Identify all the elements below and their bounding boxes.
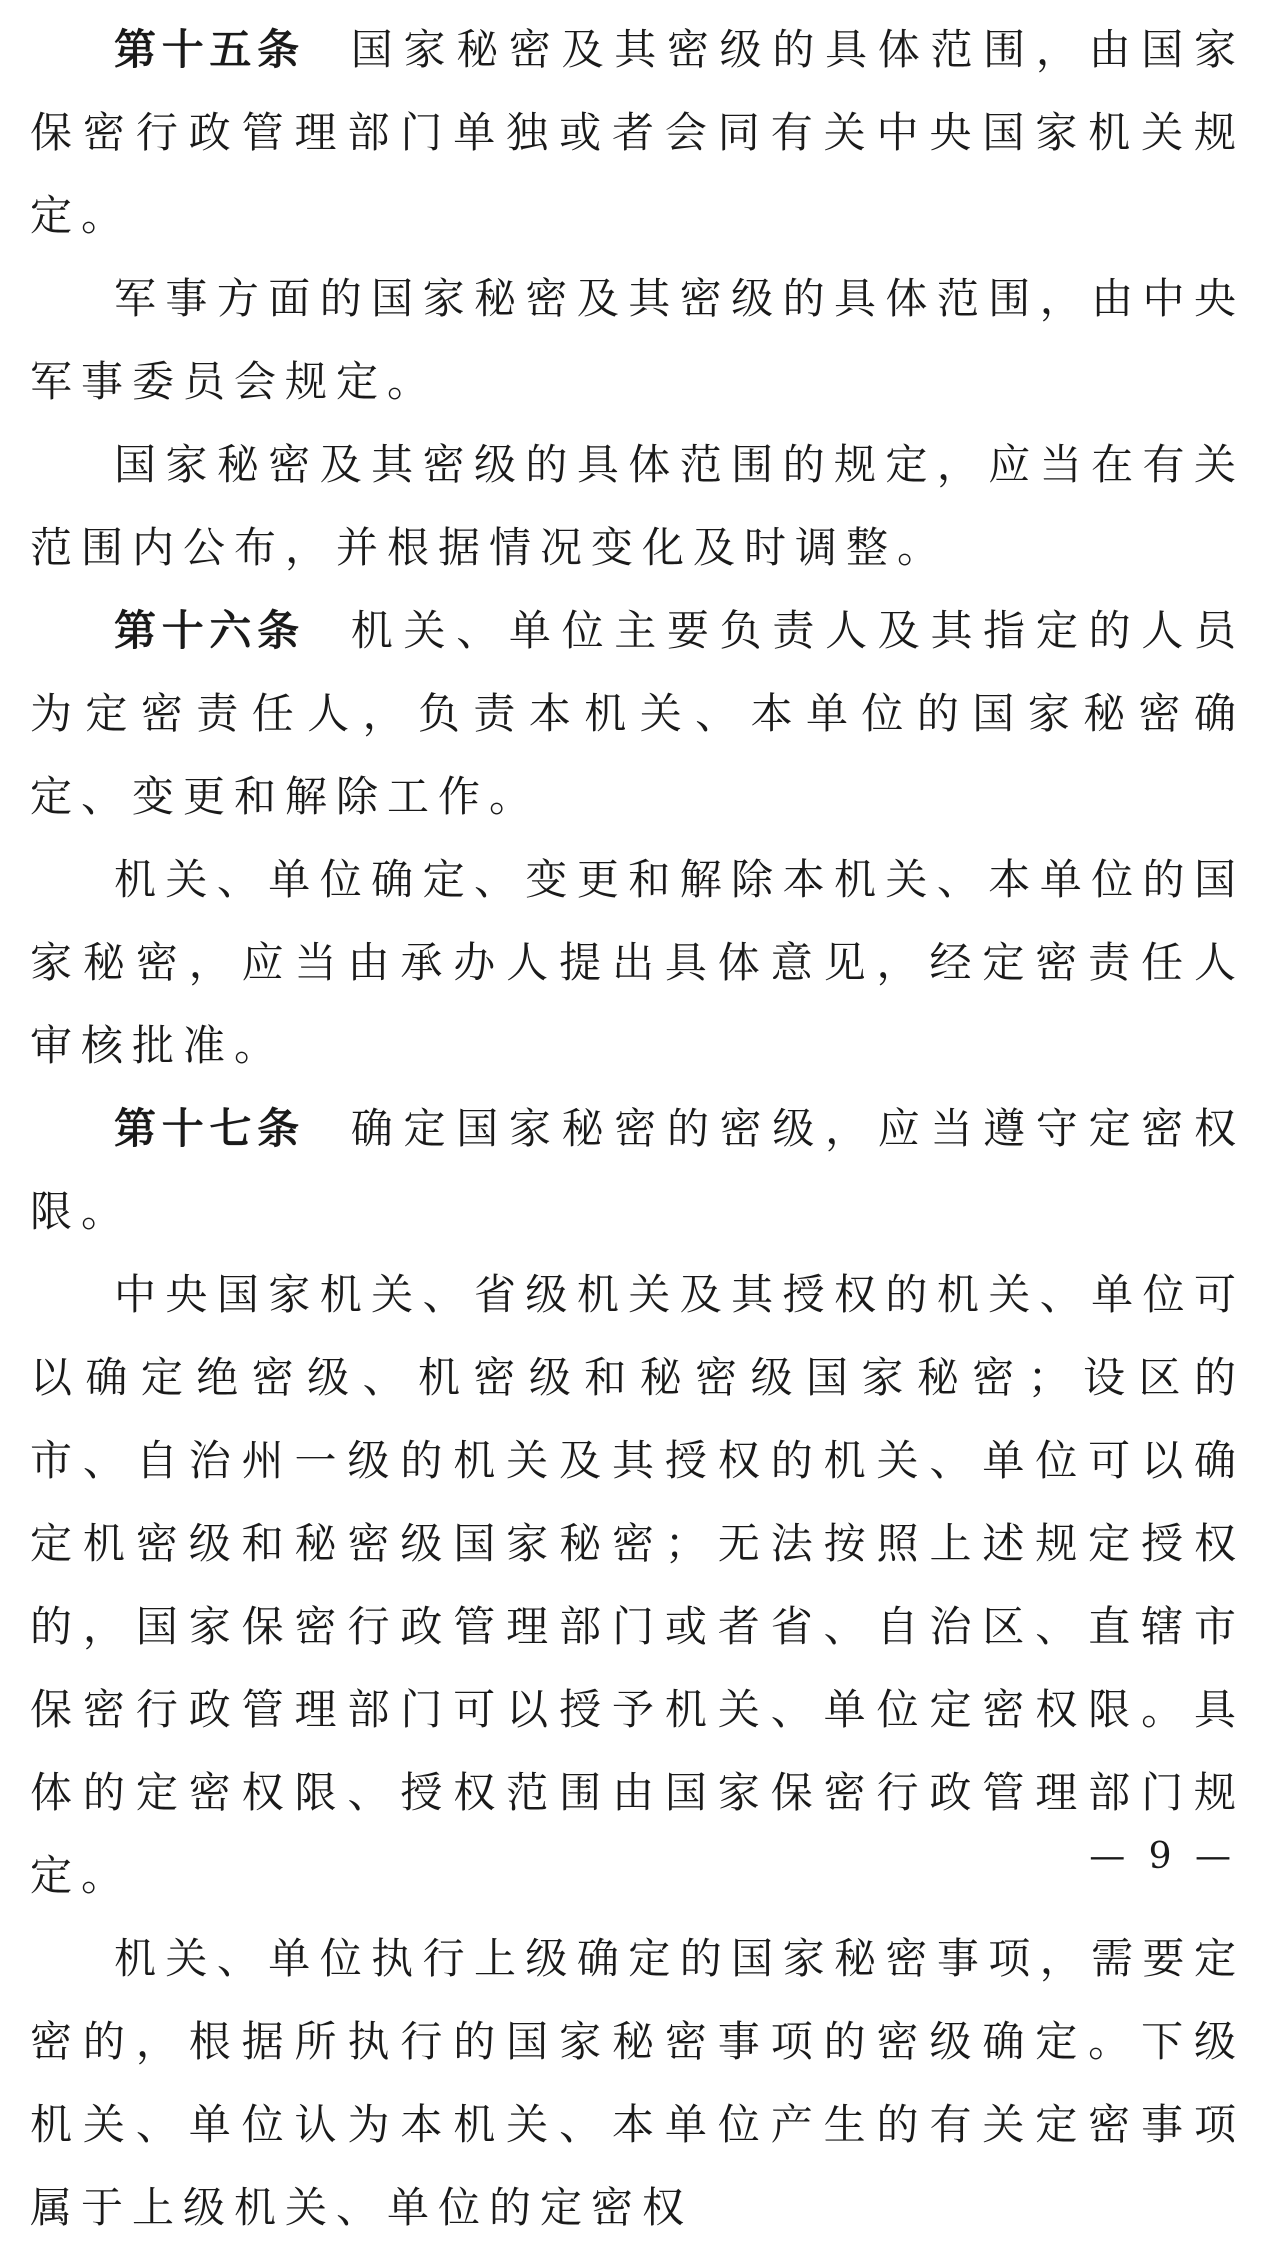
paragraph-article-16 [30, 589, 1245, 838]
paragraph-military-scope [30, 257, 1245, 423]
paragraph-text: 机关、单位确定、变更和解除本机关、本单位的国家秘密，应当由承办人提出具体意见，经定密责任人审核批准。 [30, 855, 1245, 1070]
paragraph-approval [30, 838, 1245, 1087]
paragraph-scope-publication [30, 423, 1245, 589]
page-number: — 9 — [1089, 1836, 1237, 1877]
paragraph-text: 机关、单位主要负责人及其指定的人员为定密责任人，负责本机关、本单位的国家秘密确定、变更和解除工作。 [30, 606, 1245, 821]
paragraph-text: 机关、单位执行上级确定的国家秘密事项，需要定密的，根据所执行的国家秘密事项的密级确定。下级机关、单位认为本机关、本单位产生的有关定密事项属于上级机关、单位的定密权 [30, 1934, 1245, 2232]
paragraph-superior-secrets [30, 1917, 1245, 2249]
document-page [30, 8, 1245, 2249]
paragraph-article-15 [30, 8, 1245, 257]
paragraph-text: 国家秘密及其密级的具体范围的规定，应当在有关范围内公布，并根据情况变化及时调整。 [30, 440, 1245, 572]
paragraph-article-17 [30, 1087, 1245, 1253]
paragraph-text: 确定国家秘密的密级，应当遵守定密权限。 [30, 1104, 1245, 1236]
paragraph-text: 中央国家机关、省级机关及其授权的机关、单位可以确定绝密级、机密级和秘密级国家秘密；设区的市、自治州一级的机关及其授权的机关、单位可以确定机密级和秘密级国家秘密；无法按照上述规定授权的，国家保密行政管理部门或者省、自治区、直辖市保密行政管理部门可以授予机关、单位定密权限。具体的定密权限、授权范围由国家保密行政管理部门规定。 [30, 1270, 1245, 1900]
paragraph-authority-levels [30, 1253, 1245, 1917]
article-heading: 第十五条 [114, 25, 305, 74]
paragraph-text: 军事方面的国家秘密及其密级的具体范围，由中央军事委员会规定。 [30, 274, 1245, 406]
article-heading: 第十六条 [114, 606, 305, 655]
article-heading: 第十七条 [114, 1104, 305, 1153]
paragraph-text: 国家秘密及其密级的具体范围，由国家保密行政管理部门单独或者会同有关中央国家机关规定。 [30, 25, 1245, 240]
